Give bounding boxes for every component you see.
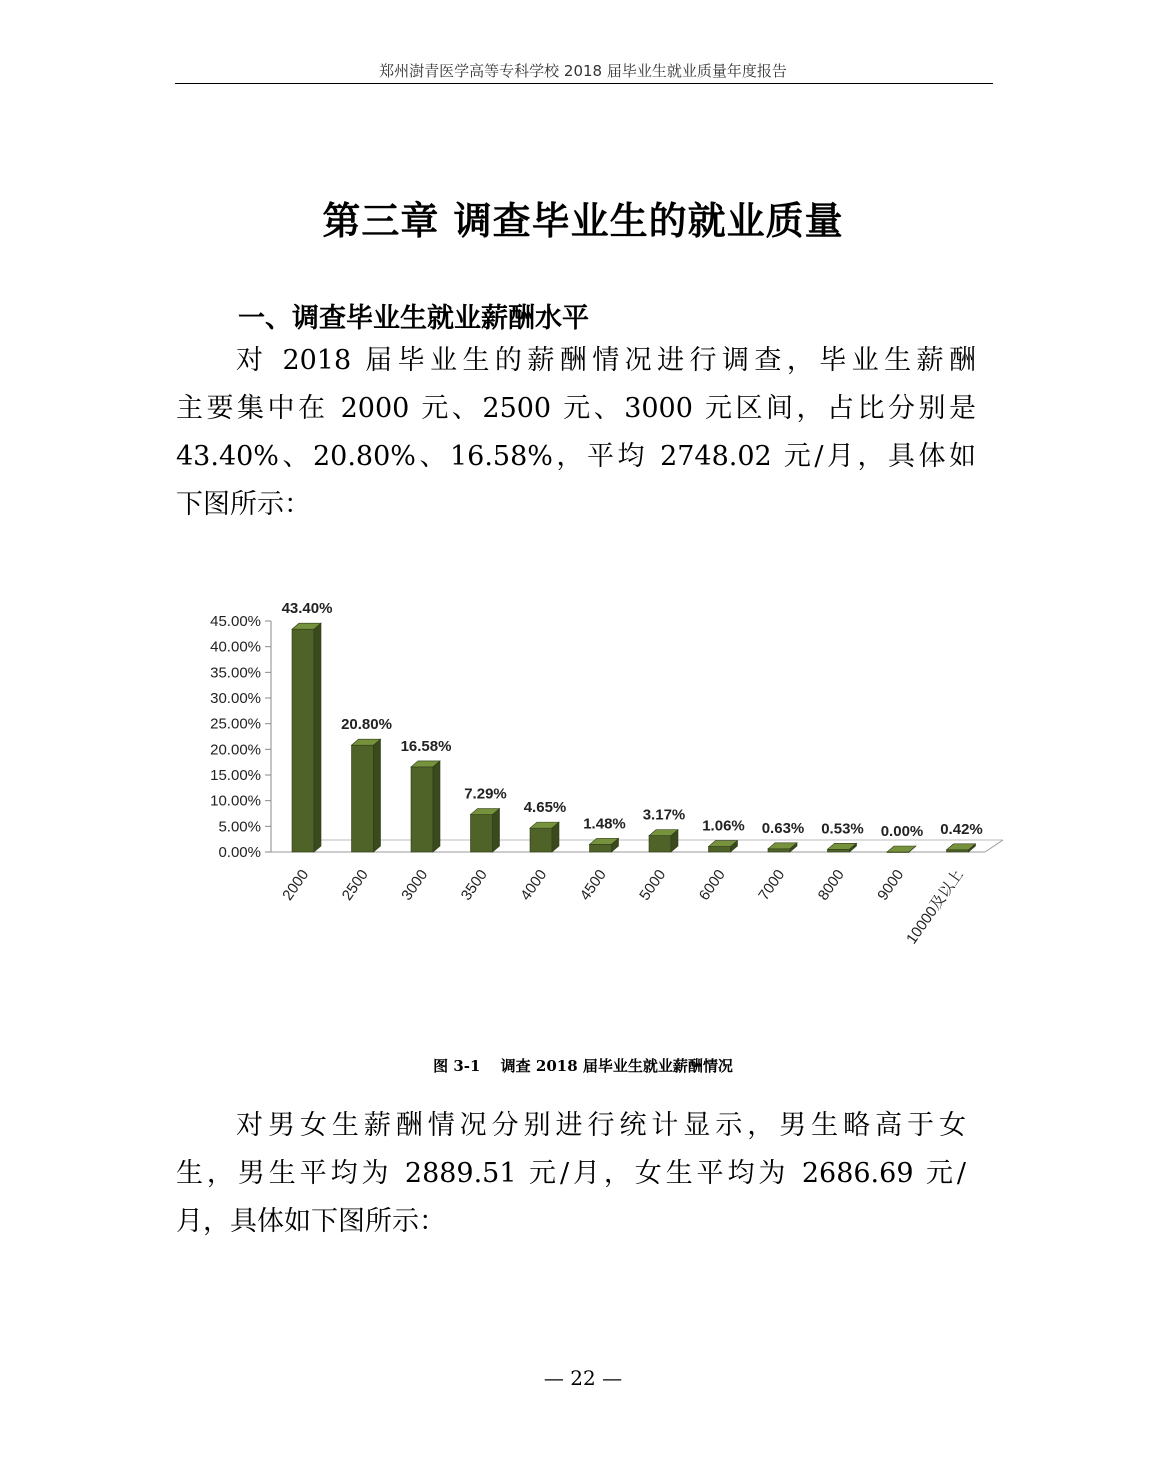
bar-front bbox=[471, 815, 493, 852]
bar-front bbox=[709, 847, 731, 852]
data-label: 4.65% bbox=[523, 799, 567, 817]
paragraph-1-line: 下图所示： bbox=[176, 489, 311, 520]
data-label: 16.58% bbox=[400, 737, 452, 755]
data-label: 43.40% bbox=[281, 600, 333, 618]
paragraph-1 bbox=[176, 337, 976, 529]
header-rule bbox=[175, 83, 993, 84]
page-header: 郑州澍青医学高等专科学校 2018 届毕业生就业质量年度报告 bbox=[379, 62, 787, 80]
data-label: 0.63% bbox=[761, 819, 805, 837]
bar-front bbox=[828, 849, 850, 852]
y-tick-label: 15.00% bbox=[210, 767, 261, 784]
y-tick-label: 30.00% bbox=[210, 690, 261, 707]
bar-side bbox=[374, 739, 381, 852]
x-tick-label: 7000 bbox=[755, 866, 789, 904]
x-tick-label: 4000 bbox=[517, 866, 551, 904]
salary-bar-chart bbox=[170, 580, 1010, 1000]
x-tick-label: 2500 bbox=[338, 866, 372, 904]
x-tick-label: 3500 bbox=[457, 866, 491, 904]
y-tick-label: 25.00% bbox=[210, 715, 261, 733]
x-tick-label: 8000 bbox=[814, 866, 848, 904]
x-tick-label: 4500 bbox=[576, 866, 610, 904]
data-label: 3.17% bbox=[642, 806, 686, 824]
y-tick-label: 35.00% bbox=[210, 664, 261, 682]
section-heading: 一、调查毕业生就业薪酬水平 bbox=[238, 303, 589, 334]
bar-front bbox=[292, 629, 314, 852]
paragraph-1-line: 主要集中在 2000 元、2500 元、3000 元区间，占比分别是 bbox=[176, 393, 976, 424]
page-number: — 22 — bbox=[543, 1366, 623, 1390]
y-tick-label: 10.00% bbox=[210, 792, 261, 810]
x-tick-label: 5000 bbox=[636, 866, 670, 904]
bar-side bbox=[314, 623, 321, 852]
data-label: 7.29% bbox=[464, 785, 507, 803]
y-tick-label: 5.00% bbox=[218, 818, 261, 836]
bar-front bbox=[530, 828, 552, 852]
bar-side bbox=[493, 809, 500, 852]
x-tick-label: 6000 bbox=[695, 866, 729, 904]
bar-side bbox=[433, 761, 440, 852]
data-label: 0.42% bbox=[940, 820, 983, 838]
paragraph-2-line: 生，男生平均为 2889.51 元/月，女生平均为 2686.69 元/ bbox=[176, 1158, 966, 1189]
y-tick-label: 40.00% bbox=[210, 638, 261, 656]
x-tick-label: 2000 bbox=[279, 866, 313, 904]
data-label: 1.48% bbox=[583, 815, 626, 833]
paragraph-2-line: 月，具体如下图所示： bbox=[176, 1206, 446, 1237]
data-label: 0.00% bbox=[880, 823, 924, 840]
paragraph-2-line: 对男女生薪酬情况分别进行统计显示，男生略高于女 bbox=[236, 1110, 966, 1141]
bar-front bbox=[649, 836, 671, 852]
y-tick-label: 0.00% bbox=[218, 844, 261, 861]
x-tick-label: 9000 bbox=[874, 866, 908, 904]
bar-front bbox=[411, 767, 433, 852]
chapter-title: 第三章 调查毕业生的就业质量 bbox=[322, 199, 844, 243]
data-label: 0.53% bbox=[821, 820, 864, 838]
y-tick-label: 20.00% bbox=[210, 741, 261, 759]
data-label: 1.06% bbox=[702, 817, 745, 835]
x-tick-label: 10000及以上 bbox=[903, 866, 967, 948]
paragraph-2 bbox=[176, 1102, 966, 1246]
bar-front bbox=[352, 745, 374, 852]
x-tick-label: 3000 bbox=[398, 866, 432, 904]
bar-top bbox=[887, 846, 916, 852]
paragraph-1-line: 43.40%、20.80%、16.58%，平均 2748.02 元/月，具体如 bbox=[176, 441, 976, 472]
figure-caption: 图 3-1 调查 2018 届毕业生就业薪酬情况 bbox=[433, 1057, 733, 1075]
bar-front bbox=[947, 850, 969, 852]
chart-floor-side bbox=[985, 840, 1003, 852]
paragraph-1-line: 对 2018 届毕业生的薪酬情况进行调查，毕业生薪酬 bbox=[236, 345, 976, 376]
data-label: 20.80% bbox=[341, 716, 392, 734]
bar-front bbox=[590, 844, 612, 852]
bar-front bbox=[768, 849, 790, 852]
y-tick-label: 45.00% bbox=[210, 613, 261, 630]
